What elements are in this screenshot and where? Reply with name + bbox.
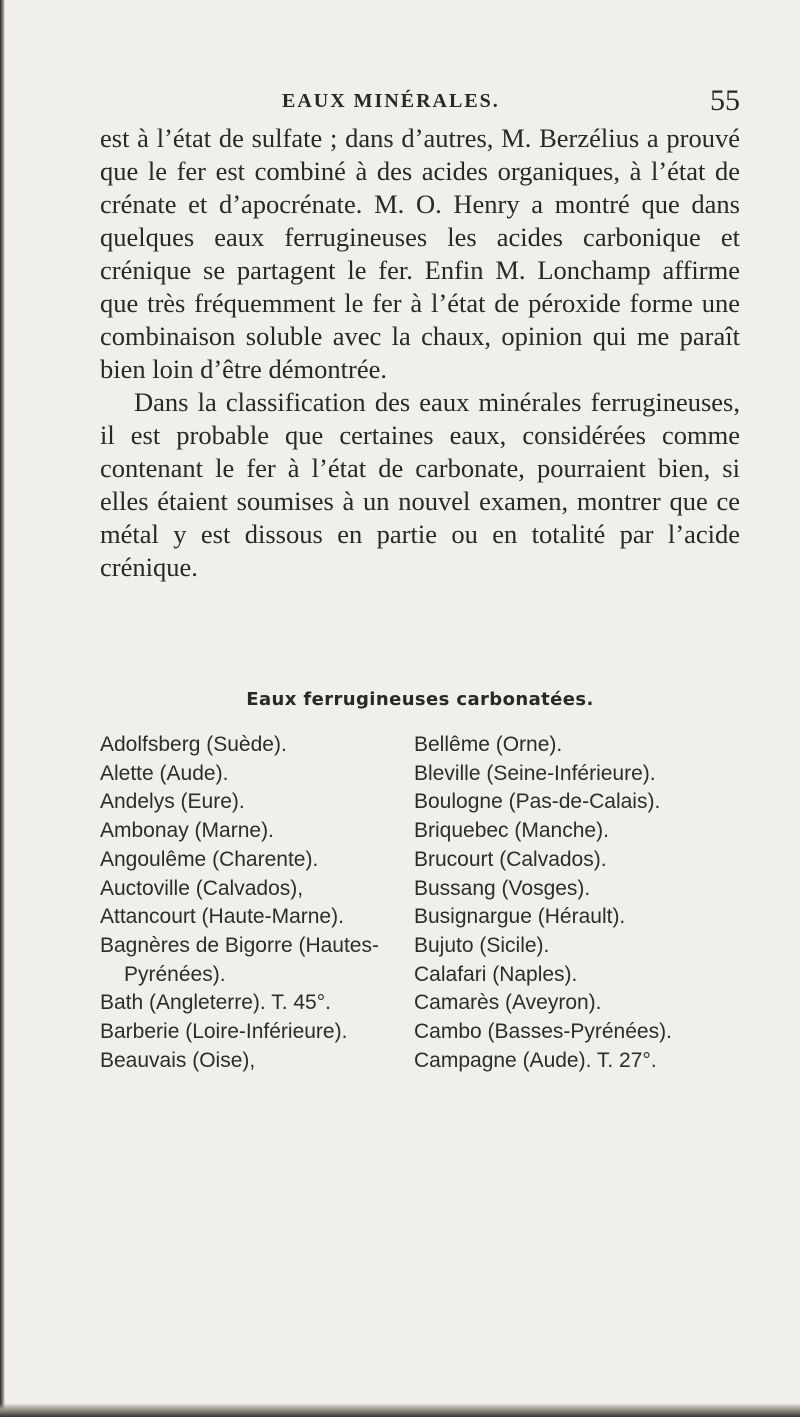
running-head: EAUX MINÉRALES.	[282, 90, 500, 112]
list-item: Bath (Angleterre). T. 45°.	[100, 991, 331, 1015]
list-item: Adolfsberg (Suède).	[100, 733, 287, 756]
list-item: Bleville (Seine-Inférieure).	[414, 761, 656, 785]
scan-bottom-edge	[0, 1403, 800, 1417]
page-binding-edge	[0, 0, 5, 1417]
page-number: 55	[710, 84, 740, 117]
list-item: Bussang (Vosges).	[414, 876, 591, 900]
list-item: Brucourt (Calvados).	[414, 847, 607, 871]
list-item: Busignargue (Hérault).	[414, 905, 626, 929]
list-item: Auctoville (Calvados),	[100, 876, 304, 900]
list-item: Bellême (Orne).	[414, 733, 563, 756]
page-header	[100, 84, 740, 122]
list-item: Andelys (Eure).	[100, 790, 245, 814]
paragraph-2: Dans la classification des eaux minérales ferrugineuses, il est probable que certaines eaux, considérées comme contenant le fer à l’état de carbonate, pourraient bien, si elles étaient soumises à un nouvel examen, montrer que ce métal y est dissous en partie ou en totalité par l’acide crénique.	[100, 387, 740, 582]
list-item-continuation: Pyrénées).	[124, 962, 226, 986]
list-item: Barberie (Loire-Inférieure).	[100, 1020, 348, 1044]
list-item: Attancourt (Haute-Marne).	[100, 905, 344, 929]
spring-list-right	[414, 731, 744, 1075]
list-item: Bagnères de Bigorre (Hautes-	[100, 933, 379, 957]
list-item: Bujuto (Sicile).	[414, 933, 550, 957]
list-item: Boulogne (Pas-de-Calais).	[414, 790, 661, 814]
body-text	[100, 122, 740, 584]
paragraph-1: est à l’état de sulfate ; dans d’autres, M. Berzélius a prouvé que le fer est combiné à des acides organiques, à l’état de crénate et d’apocrénate. M. O. Henry a montré que dans quelques eaux ferrugineuses les acides carbonique et crénique se partagent le fer. Enfin M. Lonchamp affirme que très fréquemment le fer à l’état de péroxide forme une combinaison soluble avec la chaux, opinion qui me paraît bien loin d’être démontrée.	[100, 123, 740, 384]
section-title: Eaux ferrugineuses carbonatées.	[246, 689, 594, 710]
list-item: Briquebec (Manche).	[414, 819, 609, 843]
list-item: Cambo (Basses-Pyrénées).	[414, 1020, 672, 1044]
spring-list-left	[100, 731, 382, 1075]
list-item: Calafari (Naples).	[414, 962, 578, 986]
list-item: Camarès (Aveyron).	[414, 991, 602, 1015]
list-item: Alette (Aude).	[100, 761, 229, 785]
list-item: Angoulême (Charente).	[100, 847, 319, 871]
list-item: Ambonay (Marne).	[100, 819, 274, 843]
list-item: Beauvais (Oise),	[100, 1048, 256, 1072]
list-item: Campagne (Aude). T. 27°.	[414, 1048, 657, 1072]
